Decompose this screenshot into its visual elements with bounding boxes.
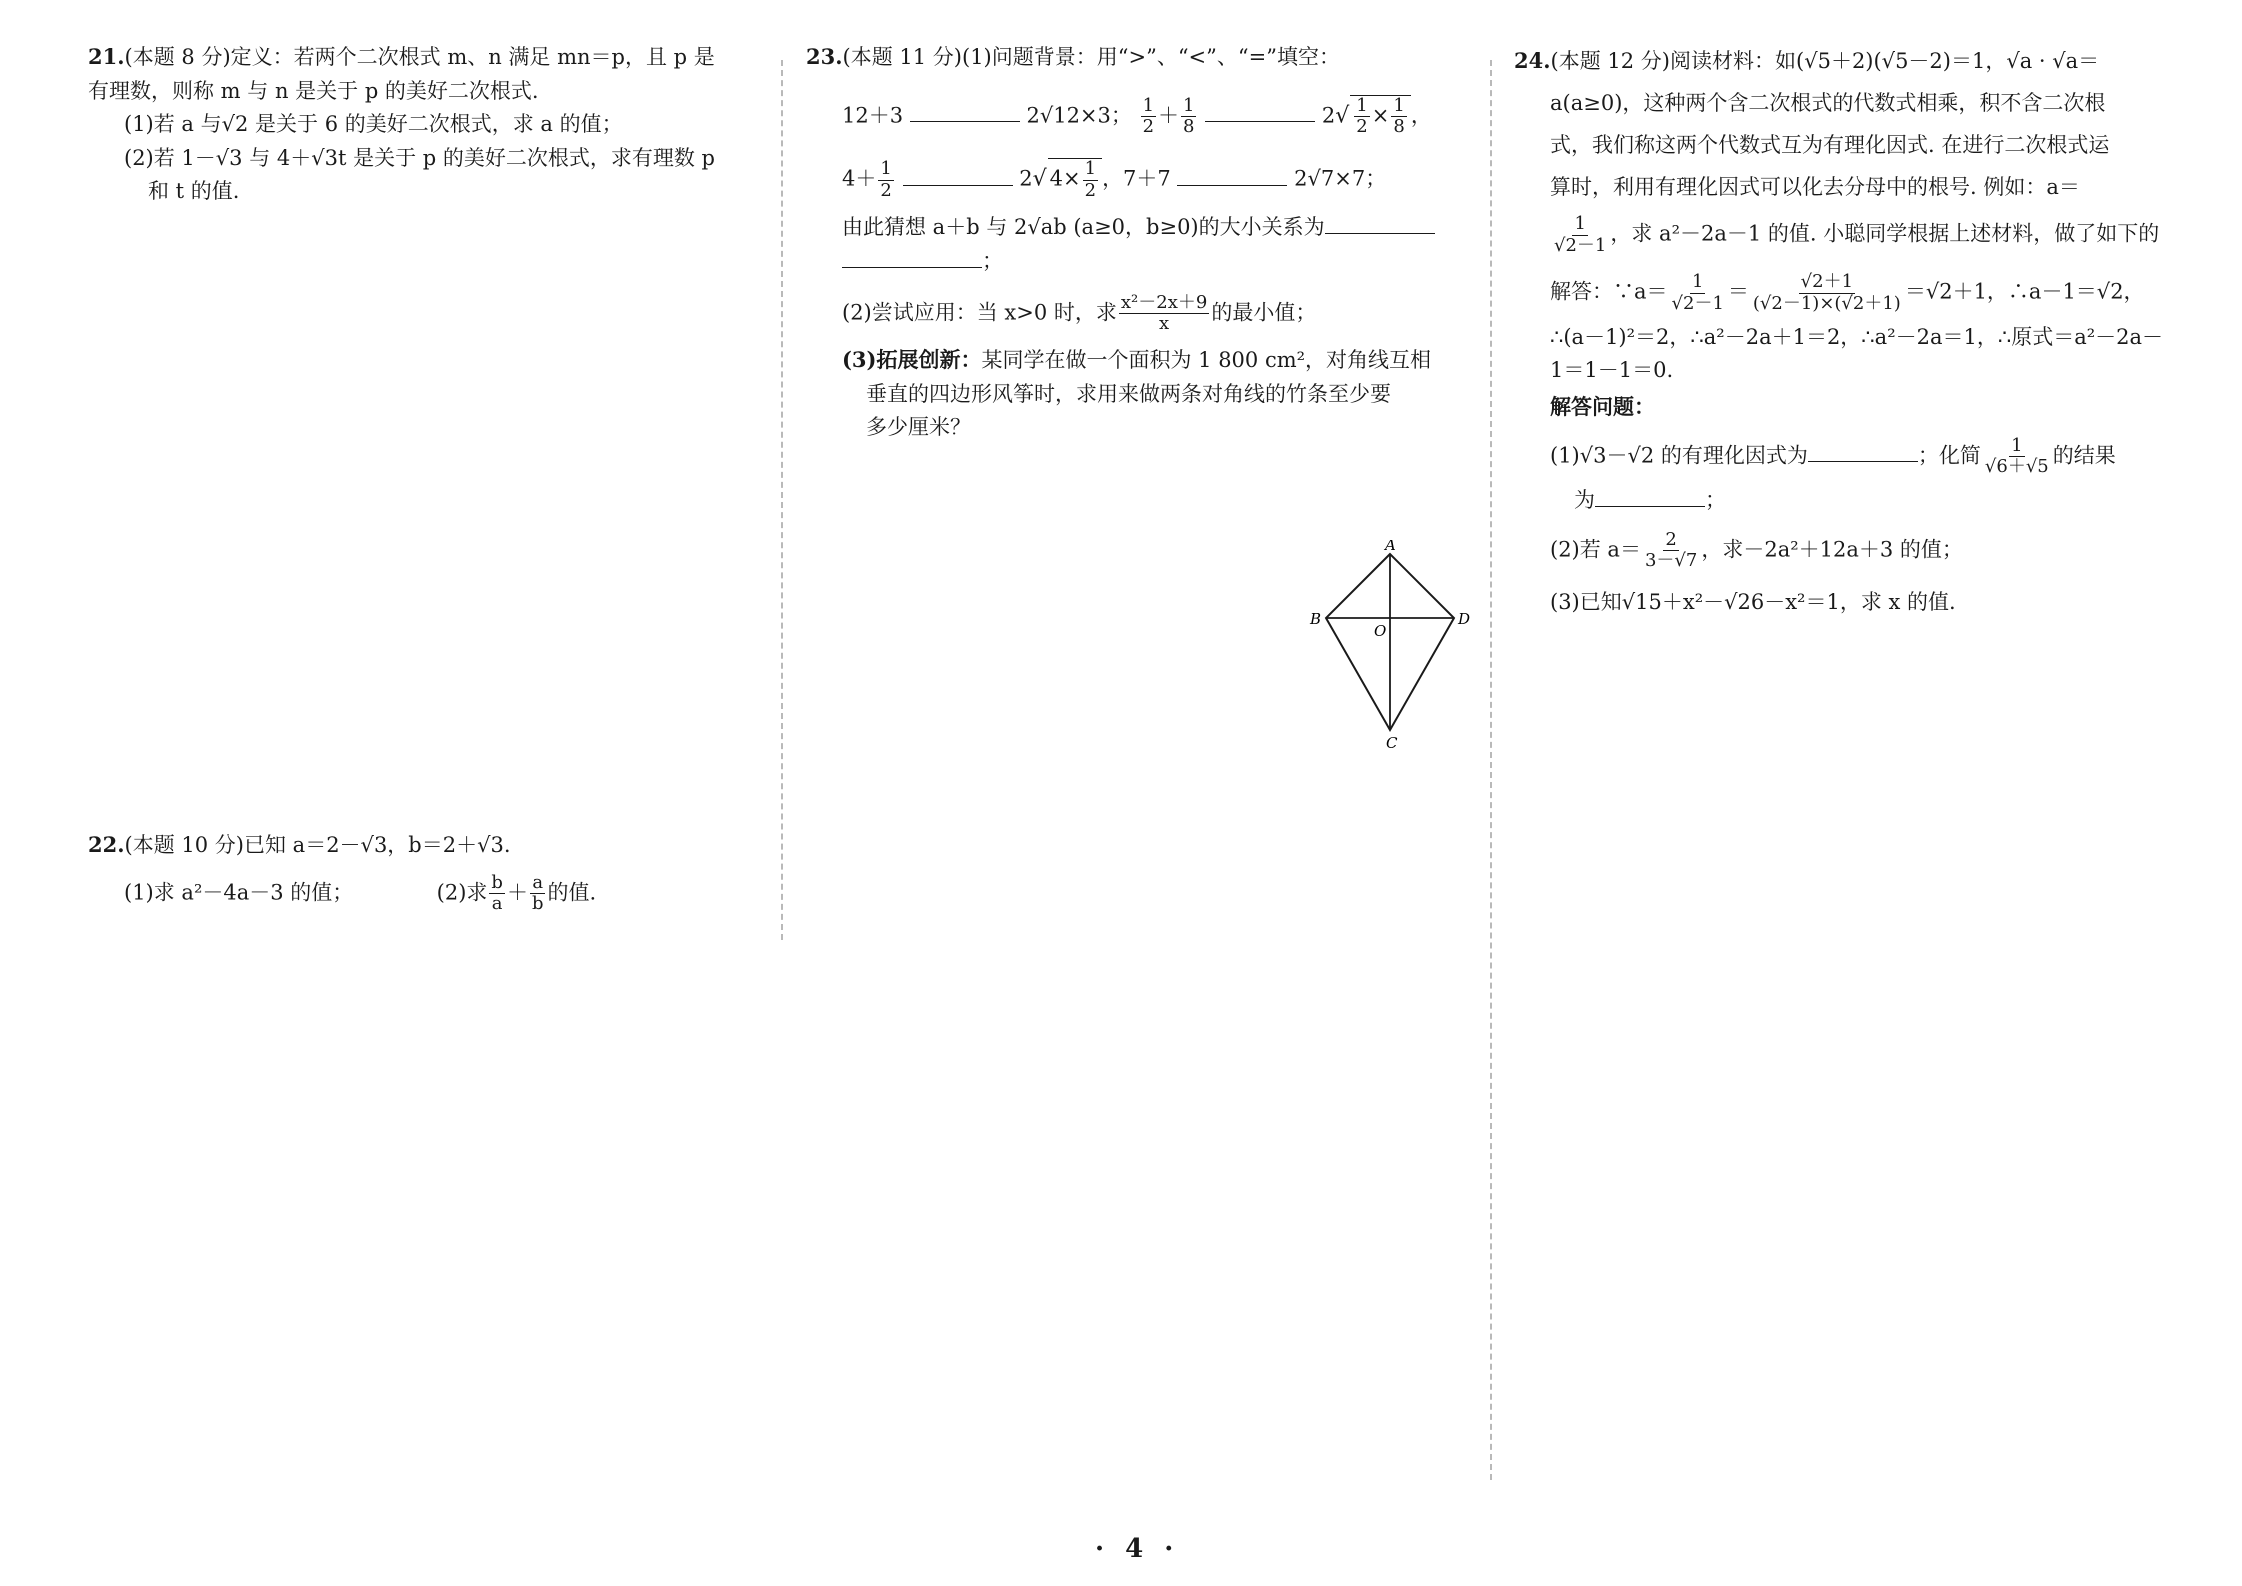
q23-r2-coef: 2	[1019, 166, 1033, 191]
q24-p2-pre: (2)若 a＝	[1550, 537, 1641, 562]
q24-part-1	[1514, 436, 2164, 478]
q22-header-line	[88, 828, 596, 863]
q23-p3-label: (3)拓展创新：	[842, 346, 982, 372]
q24-p1-blank-1[interactable]	[1808, 443, 1918, 462]
q24-line-3: 式，我们称这两个代数式互为有理化因式. 在进行二次根式运	[1550, 133, 2110, 157]
q24-p1-mid: ；化简	[1917, 443, 1981, 468]
q23-row-2	[806, 158, 1466, 201]
q24-p1-end: ；	[1705, 487, 1726, 512]
q24-p1-blank-2[interactable]	[1595, 488, 1705, 507]
q23-part-3-line-2: 垂直的四边形风筝时，求用来做两条对角线的竹条至少要	[866, 381, 1391, 406]
q23-p2-post: 的最小值；	[1211, 300, 1317, 325]
column-divider-left	[781, 60, 783, 940]
q24-sol-frac-2: $\frac{√2+1}{(√2-1)\times(√2+1)}$	[1752, 271, 1901, 315]
q24-part-1-cont	[1514, 484, 2164, 518]
q24-example-fraction: $\frac{1}{√2-1}$	[1554, 213, 1607, 256]
q23-guess-end: ；	[982, 248, 1003, 273]
q22-part-2-suffix: 的值.	[547, 880, 597, 905]
q23-guess-blank-2[interactable]	[842, 249, 982, 268]
q22-parts-line	[88, 873, 596, 915]
question-24	[1514, 40, 2164, 619]
q23-p2-pre: (2)尝试应用：当 x>0 时，求	[842, 300, 1117, 325]
q24-line-8: 1＝1－1＝0.	[1550, 358, 1674, 383]
q24-p1-fraction: $\frac{1}{√6+√5}$	[1984, 434, 2049, 478]
label-b: B	[1310, 610, 1322, 628]
radical-sign: √	[1335, 103, 1350, 129]
q24-header: (本题 12 分)阅读材料：如(√5＋2)(√5－2)＝1，√a · √a＝	[1550, 49, 2100, 73]
q24-p2-fraction: $\frac{2}{3-√7}$	[1644, 528, 1698, 572]
q24-part-2	[1514, 530, 2164, 572]
q24-sol-pre: 解答：∵a＝	[1550, 280, 1668, 305]
q24-number: 24.	[1514, 48, 1551, 73]
q21-part-2: (2)若 1－√3 与 4＋√3t 是关于 p 的美好二次根式，求有理数 p	[124, 145, 716, 170]
q22-fraction-a-over-b: $\frac{a}{b}$	[531, 871, 544, 915]
q24-sol-post: ＝√2＋1，∴a－1＝√2，	[1904, 280, 2145, 305]
q23-row-1	[806, 95, 1466, 138]
q23-r2-frac: $\frac{1}{2}$	[880, 157, 892, 201]
q23-p3-text: 某同学在做一个面积为 1 800 cm²，对角线互相	[981, 347, 1432, 372]
q21-part-2-cont: 和 t 的值.	[148, 179, 240, 204]
label-a: A	[1385, 540, 1396, 554]
q23-part-3	[806, 343, 1466, 378]
q23-plus: ＋	[1158, 103, 1180, 128]
q23-r2-seven: ，7＋7	[1102, 166, 1171, 191]
q23-part-3-line-3: 多少厘米？	[866, 415, 971, 440]
q24-sol-eq: ＝	[1727, 280, 1749, 305]
q22-number: 22.	[88, 832, 125, 857]
q22-fraction-b-over-a: $\frac{b}{a}$	[491, 871, 503, 915]
q23-frac-1-8: $\frac{1}{8}$	[1183, 94, 1195, 138]
q21-header: (本题 8 分)定义：若两个二次根式 m、n 满足 mn＝p，且 p 是	[124, 45, 715, 69]
q21-number: 21.	[88, 44, 125, 69]
label-o: O	[1374, 622, 1387, 640]
q23-r1-radicand: $\frac{1}{2}$ × $\frac{1}{8}$	[1350, 95, 1411, 138]
q24-ask: 解答问题：	[1550, 393, 1655, 419]
question-21	[88, 40, 756, 209]
q24-line-7: ∴(a－1)²＝2，∴a²－2a＋1＝2，∴a²－2a＝1，∴原式＝a²－2a－	[1550, 324, 2164, 349]
radical-sign: √	[1032, 166, 1047, 192]
column-right	[1514, 40, 2164, 619]
q23-guess-line-2	[806, 245, 1466, 279]
q24-line-5	[1514, 214, 2164, 256]
column-left	[88, 40, 756, 915]
page-number: · 4 ·	[1095, 1534, 1180, 1564]
q21-part-1: (1)若 a 与√2 是关于 6 的美好二次根式，求 a 的值；	[124, 112, 623, 137]
q23-header: (本题 11 分)(1)问题背景：用“>”、“<”、“=”填空：	[842, 45, 1340, 69]
q24-line-5-text: ，求 a²－2a－1 的值. 小聪同学根据上述材料，做了如下的	[1610, 221, 2160, 246]
q22-part-2-prefix: (2)求	[436, 880, 488, 905]
column-middle	[806, 40, 1466, 445]
q21-header-line	[88, 40, 756, 75]
question-22	[88, 828, 596, 915]
q22-header: (本题 10 分)已知 a＝2－√3，b＝2＋√3.	[124, 833, 511, 857]
q24-solution-line	[1514, 272, 2164, 314]
question-23	[806, 40, 1466, 445]
q23-r1-coef: 2	[1321, 103, 1336, 128]
q24-sol-frac-1: $\frac{1}{√2-1}$	[1671, 271, 1724, 315]
q23-r2-left: 4＋	[842, 166, 877, 191]
q24-line-4: 算时，利用有理化因式可以化去分母中的根号. 例如：a＝	[1550, 175, 2080, 199]
q24-p2-post: ，求－2a²＋12a＋3 的值；	[1701, 537, 1963, 562]
column-divider-right	[1490, 60, 1492, 1480]
q23-guess: 由此猜想 a＋b 与 2√ab (a≥0，b≥0)的大小关系为	[842, 215, 1325, 240]
q23-r1-blank-1[interactable]	[910, 103, 1020, 122]
q22-part-1: (1)求 a²－4a－3 的值；	[124, 880, 354, 905]
q23-r2-right: 2√7×7；	[1294, 166, 1387, 191]
q24-p1-post: 的结果	[2052, 443, 2116, 468]
q22-plus: ＋	[506, 880, 528, 905]
q23-number: 23.	[806, 44, 843, 69]
q23-r2-radicand: 4× $\frac{1}{2}$	[1048, 158, 1102, 201]
q24-part-3: (3)已知√15＋x²－√26－x²＝1，求 x 的值.	[1550, 589, 1956, 614]
q24-header-line	[1514, 40, 2164, 82]
q23-r1-end: ，	[1410, 103, 1432, 128]
q23-r1-left: 12＋3	[842, 103, 904, 128]
q23-header-line	[806, 40, 1466, 75]
label-d: D	[1458, 610, 1471, 628]
q24-line-2: a(a≥0)，这种两个含二次根式的代数式相乘，积不含二次根	[1550, 91, 2106, 115]
q24-p1-pre: (1)√3－√2 的有理化因式为	[1550, 443, 1808, 468]
q23-guess-line	[806, 211, 1466, 245]
q23-r1-right: 2√12×3；	[1026, 103, 1132, 128]
q21-header-line-2: 有理数，则称 m 与 n 是关于 p 的美好二次根式.	[88, 78, 539, 103]
q24-p1-wei: 为	[1574, 487, 1595, 512]
q23-r2-blank-1[interactable]	[903, 167, 1013, 186]
q23-part-2	[806, 293, 1466, 335]
label-c: C	[1386, 734, 1398, 752]
q23-p2-fraction: $\frac{\text{x²－2x＋9}}{x}$	[1120, 291, 1208, 335]
q23-guess-blank-1[interactable]	[1325, 215, 1435, 234]
q23-r1-blank-2[interactable]	[1205, 103, 1315, 122]
q23-r2-blank-2[interactable]	[1177, 167, 1287, 186]
q23-frac-1-2: $\frac{1}{2}$	[1142, 94, 1155, 138]
kite-figure	[1300, 540, 1480, 755]
